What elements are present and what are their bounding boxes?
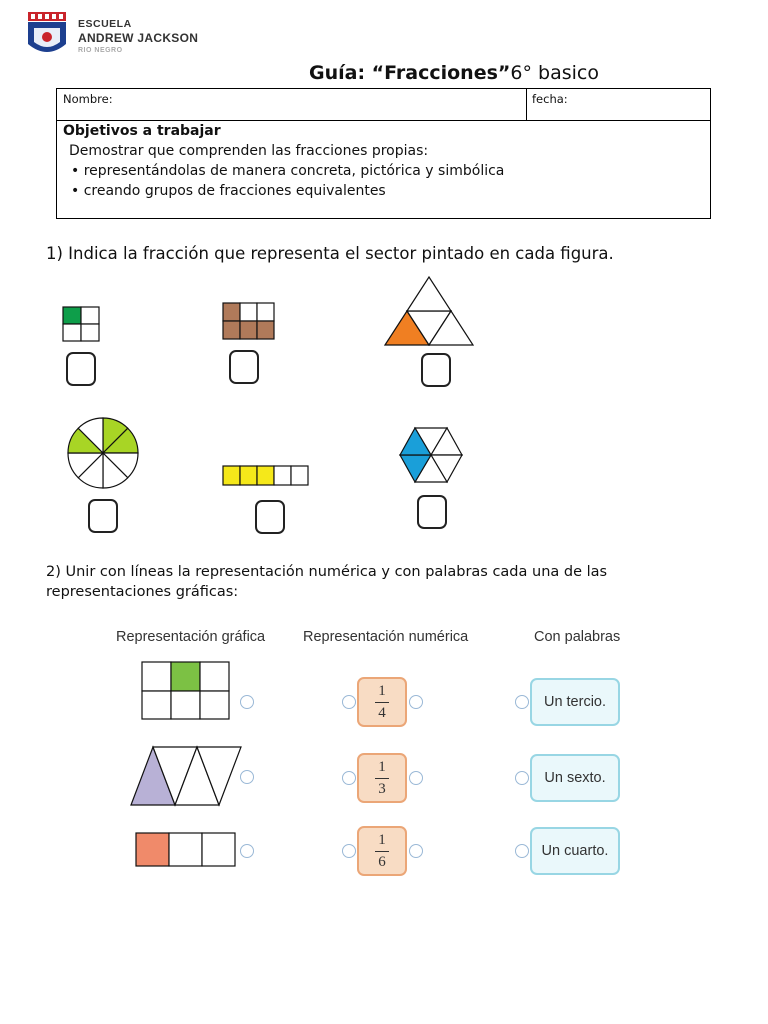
fraction-bar [375, 778, 389, 779]
question2-text: 2) Unir con líneas la representación numérica y con palabras cada una de las representaciones gráficas: [46, 564, 608, 600]
objective-bullet: • creando grupos de fracciones equivalentes [71, 183, 386, 199]
name-field[interactable] [57, 89, 527, 120]
title-main: Guía: “Fracciones” [308, 62, 511, 84]
figure-triangle [383, 275, 477, 347]
objectives-intro: Demostrar que comprenden las fracciones propias: [69, 143, 429, 159]
figure-cell [291, 466, 308, 485]
figure-hexagon [398, 426, 464, 486]
school-location: RIO NEGRO [78, 47, 123, 54]
graphic-cell [200, 691, 229, 719]
connector-dot[interactable] [409, 844, 423, 858]
title-grade: 6° basico [510, 62, 599, 84]
word-card-label: Un tercio. [543, 694, 607, 710]
word-card-label: Un sexto. [544, 770, 606, 786]
answer-box[interactable] [88, 499, 118, 533]
figure-cell-shaded [223, 303, 240, 321]
figure-cell-shaded [240, 321, 257, 339]
connector-dot[interactable] [409, 771, 423, 785]
figure-strip [222, 465, 312, 487]
figure-rect-grid [222, 302, 278, 342]
figure-part [407, 277, 451, 311]
school-name-line1: ESCUELA [78, 18, 132, 30]
fraction-bar [375, 851, 389, 852]
answer-box[interactable] [255, 500, 285, 534]
figure-cell-shaded [63, 307, 81, 324]
objectives-heading: Objetivos a trabajar [63, 123, 221, 139]
figure-cell-shaded [257, 466, 274, 485]
name-label: Nombre: [63, 92, 113, 106]
connector-dot[interactable] [342, 844, 356, 858]
school-name-line2: ANDREW JACKSON [78, 31, 199, 45]
answer-box[interactable] [229, 350, 259, 384]
graphic-strip [135, 832, 237, 868]
figure-cell [81, 324, 99, 341]
connector-dot[interactable] [409, 695, 423, 709]
graphic-cell [200, 662, 229, 691]
fraction-numerator: 1 [378, 682, 386, 699]
answer-box[interactable] [417, 495, 447, 529]
figure-cell-shaded [223, 321, 240, 339]
answer-box[interactable] [66, 352, 96, 386]
fraction-denominator: 6 [378, 853, 386, 870]
connector-dot[interactable] [240, 844, 254, 858]
page-title [0, 62, 768, 84]
graphic-cell [171, 691, 200, 719]
graphic-cell [202, 833, 235, 866]
word-card [530, 754, 620, 802]
figure-cell [240, 303, 257, 321]
fraction-denominator: 3 [378, 780, 386, 797]
connector-dot[interactable] [240, 695, 254, 709]
connector-dot[interactable] [515, 844, 529, 858]
connector-dot[interactable] [342, 771, 356, 785]
objective-bullet: • representándolas de manera concreta, pictórica y simbólica [71, 163, 505, 179]
figure-cell [81, 307, 99, 324]
date-field[interactable] [527, 89, 710, 120]
graphic-cell [142, 691, 171, 719]
connector-dot[interactable] [240, 770, 254, 784]
fraction-card [357, 677, 407, 727]
column-header-words: Con palabras [534, 629, 621, 645]
figure-cell-shaded [240, 466, 257, 485]
fraction-numerator: 1 [378, 831, 386, 848]
figure-circle [66, 416, 140, 490]
fraction-denominator: 4 [378, 704, 386, 721]
graphic-cell [142, 662, 171, 691]
school-logo [26, 12, 68, 58]
column-header-numeric: Representación numérica [303, 629, 469, 645]
fraction-card [357, 753, 407, 803]
word-card [530, 678, 620, 726]
info-row [57, 89, 710, 121]
question1-text: 1) Indica la fracción que representa el sector pintado en cada figura. [46, 244, 614, 263]
fraction-bar [375, 702, 389, 703]
fraction-card [357, 826, 407, 876]
connector-dot[interactable] [342, 695, 356, 709]
graphic-triangles [129, 745, 243, 807]
objectives [63, 121, 504, 201]
word-card [530, 827, 620, 875]
figure-square-grid [62, 306, 102, 344]
answer-box[interactable] [421, 353, 451, 387]
word-card-label: Un cuarto. [541, 843, 609, 859]
graphic-cell-shaded [136, 833, 169, 866]
figure-cell-shaded [257, 321, 274, 339]
connector-dot[interactable] [515, 695, 529, 709]
column-header-graphic: Representación gráfica [116, 629, 266, 645]
figure-cell-shaded [223, 466, 240, 485]
graphic-cell [169, 833, 202, 866]
graphic-rect-grid [141, 661, 233, 721]
figure-cell [257, 303, 274, 321]
fraction-numerator: 1 [378, 758, 386, 775]
info-table [56, 88, 711, 219]
date-label: fecha: [532, 92, 568, 106]
figure-cell [274, 466, 291, 485]
figure-cell [63, 324, 81, 341]
graphic-cell-shaded [171, 662, 200, 691]
connector-dot[interactable] [515, 771, 529, 785]
